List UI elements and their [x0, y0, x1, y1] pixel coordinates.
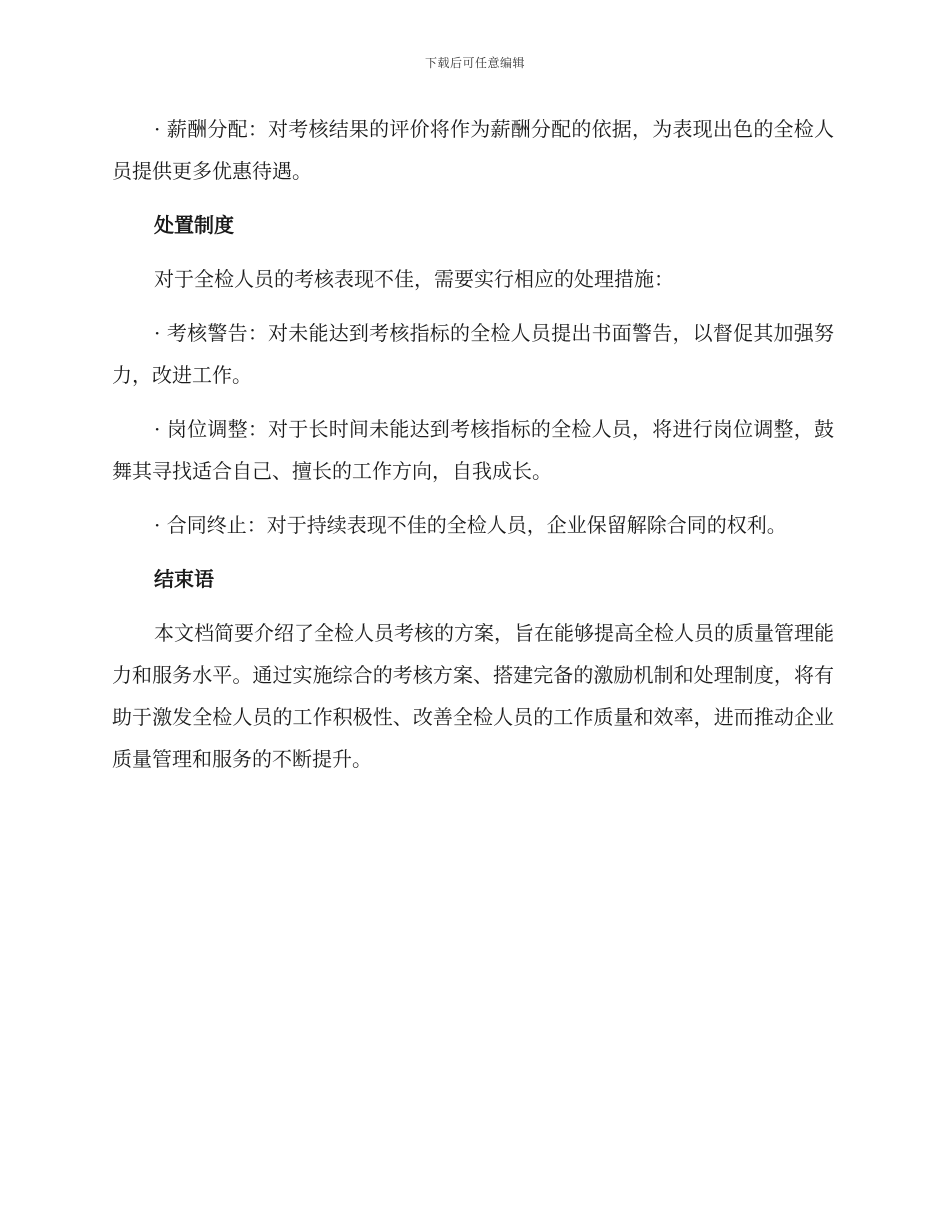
- paragraph-salary-allocation: · 薪酬分配：对考核结果的评价将作为薪酬分配的依据，为表现出色的全检人员提供更多优惠待遇。: [112, 117, 834, 183]
- paragraph-contract-termination: · 合同终止：对于持续表现不佳的全检人员，企业保留解除合同的权利。: [154, 513, 787, 537]
- section-heading-conclusion: 结束语: [154, 567, 214, 591]
- paragraph-assessment-warning: · 考核警告：对未能达到考核指标的全检人员提出书面警告，以督促其加强努力，改进工作。: [112, 321, 834, 387]
- paragraph-disposal-intro: 对于全检人员的考核表现不佳，需要实行相应的处理措施：: [154, 267, 674, 291]
- paragraph-position-adjustment: · 岗位调整：对于长时间未能达到考核指标的全检人员，将进行岗位调整，鼓舞其寻找适合自己、擅长的工作方向，自我成长。: [112, 417, 834, 483]
- page-header: 下载后可任意编辑: [424, 56, 525, 70]
- document-body: [112, 108, 834, 792]
- section-heading-disposal: 处置制度: [154, 213, 234, 237]
- paragraph-conclusion: 本文档简要介绍了全检人员考核的方案，旨在能够提高全检人员的质量管理能力和服务水平。通过实施综合的考核方案、搭建完备的激励机制和处理制度，将有助于激发全检人员的工作积极性、改善全检人员的工作质量和效率，进而推动企业质量管理和服务的不断提升。: [112, 621, 834, 771]
